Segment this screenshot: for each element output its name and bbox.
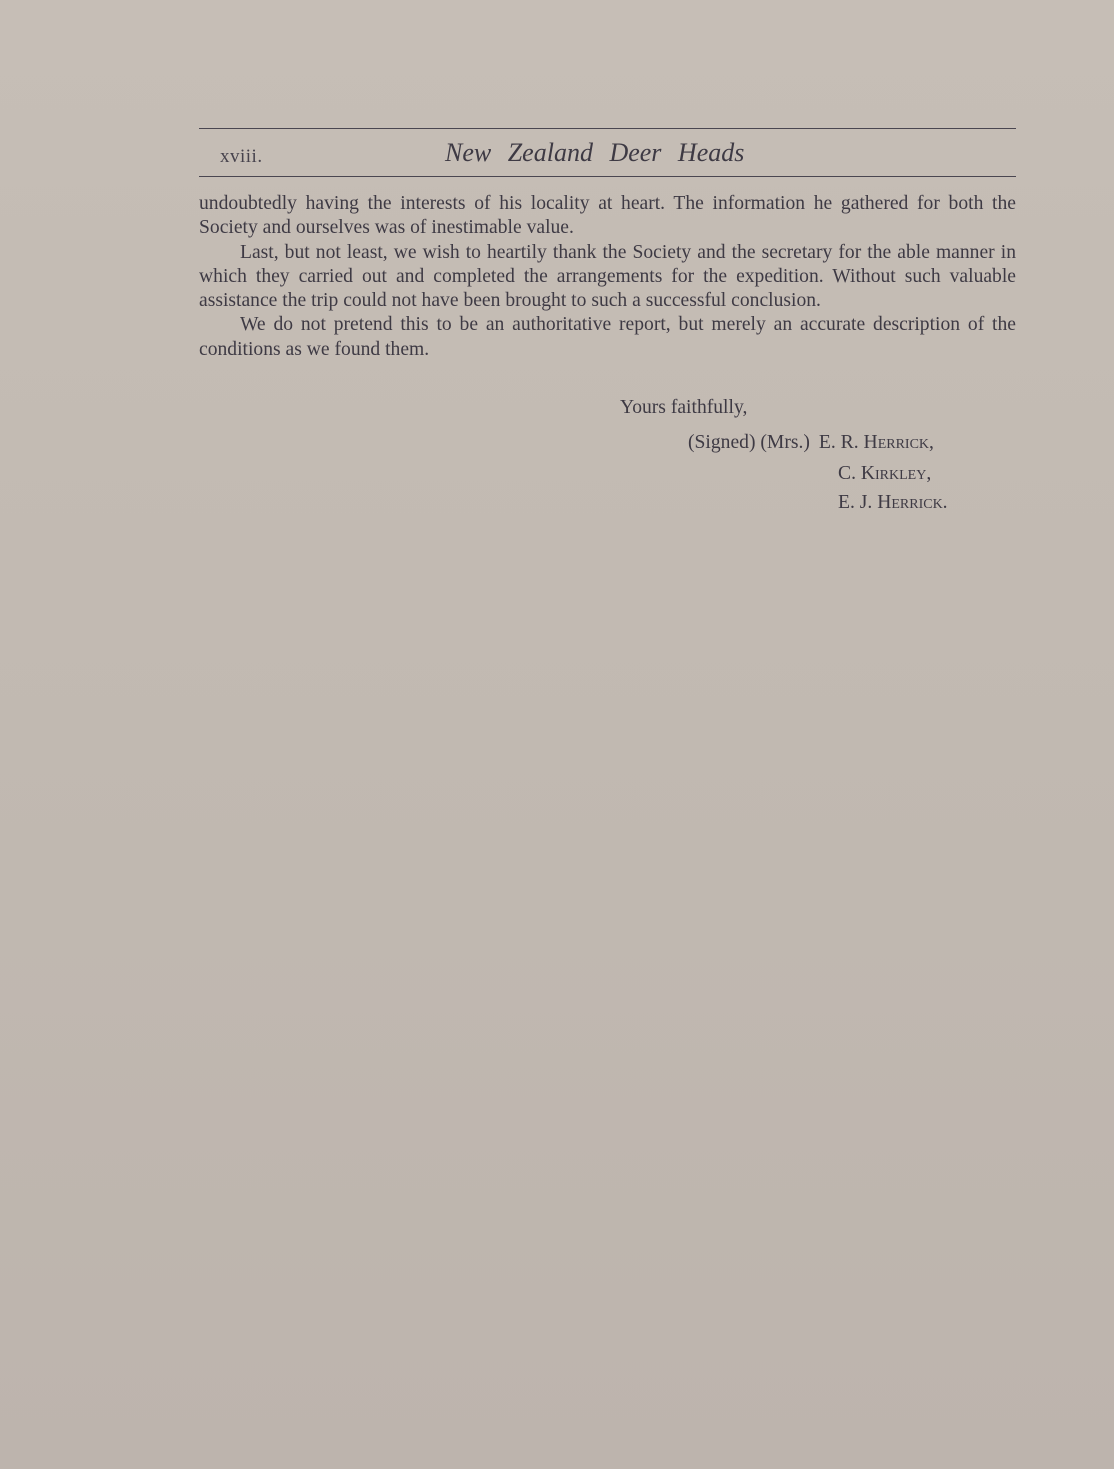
- paragraph-disclaimer: We do not pretend this to be an authoritative report, but merely an accurate description of the conditions as we found them.: [199, 314, 1016, 360]
- signatory-name: E. J. Herrick.: [838, 492, 948, 513]
- signed-prefix: (Signed) (Mrs.): [688, 432, 810, 453]
- page-number: xviii.: [220, 146, 263, 167]
- running-head: [199, 136, 1016, 172]
- body-text: [199, 192, 1016, 362]
- paragraph-thanks: Last, but not least, we wish to heartily thank the Society and the secretary for the able manner in which they carried out and completed the arrangements for the expedition. Without such valuable assistance the trip could not have been brought to such a successful conclusion.: [199, 241, 1016, 312]
- paragraph-continued: undoubtedly having the interests of his locality at heart. The information he gathered for both the Society and ourselves was of inestimable value.: [199, 193, 1016, 239]
- signed-line: [688, 432, 934, 454]
- header-bottom-rule: [199, 176, 1016, 177]
- closing-salutation: Yours faithfully,: [620, 397, 748, 418]
- header-top-rule: [199, 128, 1016, 129]
- book-title: New Zealand Deer Heads: [445, 138, 745, 167]
- signatory-name: C. Kirkley,: [838, 463, 932, 484]
- signatory-name: E. R. Herrick,: [818, 432, 934, 453]
